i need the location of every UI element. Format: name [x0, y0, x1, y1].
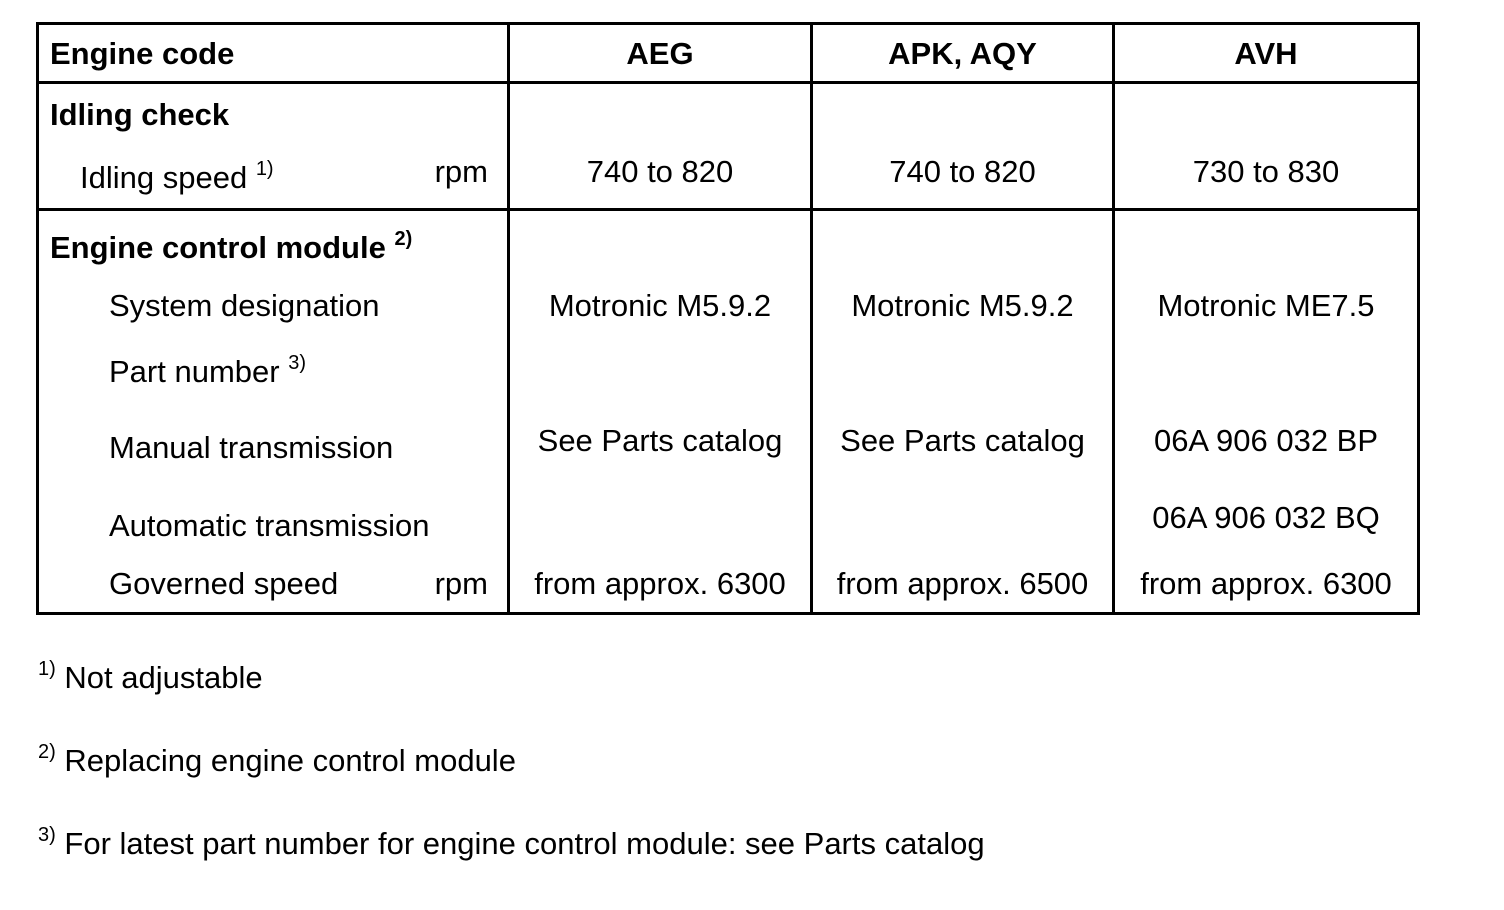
- engine-code-label: Engine code: [50, 36, 235, 71]
- section-divider: [36, 208, 1420, 211]
- column-header-apk-aqy: APK, AQY: [888, 36, 1037, 71]
- system-designation-label: System designation: [109, 288, 380, 323]
- table-border-top: [36, 22, 1420, 25]
- footnote-3: [38, 826, 985, 866]
- governed-speed-avh: from approx. 6300: [1140, 566, 1392, 601]
- automatic-part-avh: 06A 906 032 BQ: [1152, 500, 1380, 535]
- system-designation-avh: Motronic ME7.5: [1157, 288, 1375, 323]
- governed-speed-unit: rpm: [434, 566, 488, 601]
- governed-speed-label: Governed speed: [109, 566, 339, 601]
- idling-speed-unit: rpm: [434, 154, 488, 189]
- header-divider: [36, 81, 1420, 84]
- part-number-label: Part number $^{3)}$: [109, 352, 306, 389]
- table-border-left: [36, 22, 39, 615]
- footnote-ref-1: 1): [255, 158, 274, 180]
- column-header-aeg: AEG: [626, 36, 694, 71]
- footnote-1-text: Not adjustable: [64, 660, 263, 695]
- footnote-ref-2: 2): [394, 228, 413, 250]
- footnote-ref-3: 3): [288, 352, 306, 374]
- governed-speed-aeg: from approx. 6300: [534, 566, 786, 601]
- idling-speed-label: Idling speed $^{1)}$: [80, 158, 274, 195]
- manual-transmission-label: Manual transmission: [109, 430, 394, 465]
- footnote-2: [38, 743, 516, 783]
- table-border-right: [1417, 22, 1420, 615]
- footnote-2-text: Replacing engine control module: [64, 743, 516, 778]
- automatic-transmission-label: Automatic transmission: [109, 508, 430, 543]
- system-designation-apk-aqy: Motronic M5.9.2: [851, 288, 1074, 323]
- idling-speed-aeg: 740 to 820: [586, 154, 734, 189]
- system-designation-aeg: Motronic M5.9.2: [548, 288, 772, 323]
- manual-part-aeg: See Parts catalog: [537, 423, 783, 458]
- footnote-1-ref: 1): [38, 658, 56, 680]
- table-border-bottom: [36, 612, 1420, 615]
- column-header-avh: AVH: [1234, 36, 1298, 71]
- governed-speed-apk-aqy: from approx. 6500: [836, 566, 1089, 601]
- footnote-2-ref: 2): [38, 741, 56, 763]
- idling-speed-apk-aqy: 740 to 820: [889, 154, 1036, 189]
- manual-part-apk-aqy: See Parts catalog: [840, 423, 1085, 458]
- specifications-table: [36, 22, 1420, 615]
- manual-part-avh: 06A 906 032 BP: [1153, 423, 1379, 458]
- footnote-3-ref: 3): [38, 824, 56, 846]
- idling-check-heading: Idling check: [50, 97, 230, 132]
- ecm-heading: Engine control module $^{2)}$: [50, 228, 413, 265]
- footnote-1: [38, 660, 263, 700]
- idling-speed-avh: 730 to 830: [1192, 154, 1340, 189]
- footnote-3-text: For latest part number for engine control module: see Parts catalog: [64, 826, 985, 861]
